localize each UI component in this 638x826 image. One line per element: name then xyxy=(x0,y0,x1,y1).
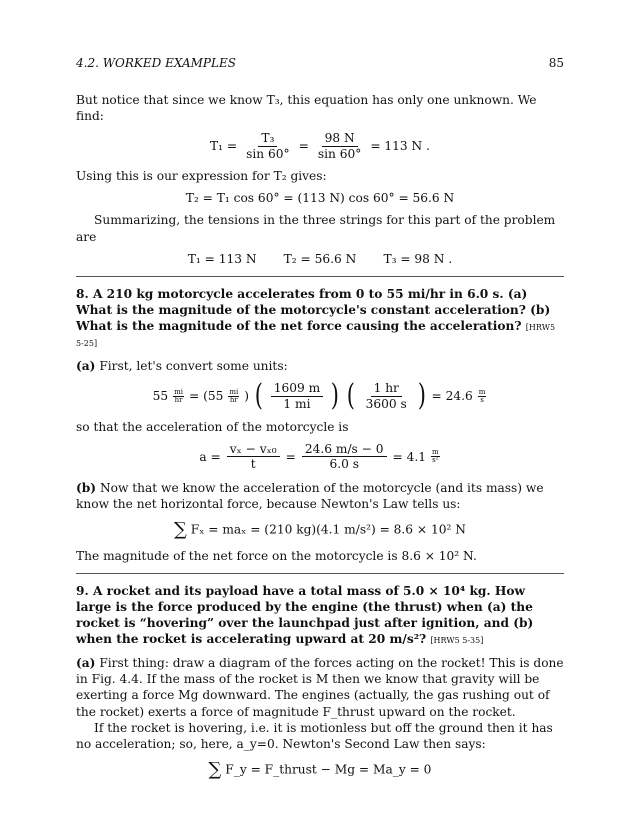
part-a xyxy=(76,358,564,374)
fraction xyxy=(243,131,292,161)
unit-num: mi xyxy=(174,387,184,396)
textbook-page xyxy=(76,56,564,788)
unit-fraction xyxy=(173,389,184,405)
unit-fraction xyxy=(478,389,487,405)
tension-t1: T₁ = 113 N xyxy=(187,251,257,266)
fraction xyxy=(271,381,323,411)
numerator: T₃ xyxy=(258,131,277,147)
denominator: sin 60° xyxy=(246,146,290,161)
denominator: 3600 s xyxy=(365,396,407,411)
problem-8-statement xyxy=(76,286,564,350)
left-paren: ( xyxy=(346,378,355,414)
running-header xyxy=(76,56,564,72)
unit-num: m xyxy=(432,447,439,456)
part-a xyxy=(76,655,564,719)
problem-reference: [HRW5 5-25] xyxy=(76,322,556,349)
tension-t2: T₂ = 56.6 N xyxy=(283,251,357,266)
unit-num: mi xyxy=(229,387,239,396)
unit-den: hr xyxy=(174,395,183,404)
equation-t2: T₂ = T₁ cos 60° = (113 N) cos 60° = 56.6 N xyxy=(185,191,455,206)
section-title: 4.2. WORKED EXAMPLES xyxy=(76,56,236,70)
problem-8-conclusion: The magnitude of the net force on the motorcycle is 8.6 × 10² N. xyxy=(76,548,477,563)
eq-lhs: T₁ = xyxy=(210,139,238,154)
section-divider xyxy=(76,573,564,574)
eq-term: 55 xyxy=(152,389,169,404)
equals-sign: = xyxy=(285,449,296,464)
numerator: 24.6 m/s − 0 xyxy=(302,442,387,458)
unit-conversion-equation xyxy=(76,378,564,414)
fraction xyxy=(315,131,364,161)
intro-line-2: Using this is our expression for T₂ gives: xyxy=(76,169,327,184)
unit-den: s² xyxy=(432,456,439,465)
part-text: First, let's convert some units: xyxy=(99,359,288,374)
unit-num: m xyxy=(478,387,486,396)
close-paren: ) xyxy=(244,389,250,404)
fraction xyxy=(302,442,387,472)
part-label: (a) xyxy=(76,656,96,671)
eq-term: = (55 xyxy=(189,389,224,404)
tension-t3: T₃ = 98 N . xyxy=(383,251,453,266)
part-text: First thing: draw a diagram of the forces acting on the rocket! This is done in Fig. 4.4. If the mass of the rocket is M then we know that gravity will be exerting a force Mg downward. The engines (actually, the gas rushing out of the rocket) exerts a force of magnitude F_thrust upward on the rocket. xyxy=(76,656,564,719)
numerator: 1609 m xyxy=(271,381,323,397)
denominator: sin 60° xyxy=(317,146,362,161)
sum-symbol: ∑ xyxy=(174,519,187,541)
problem-9-statement xyxy=(76,583,564,647)
problem-reference: [HRW5 5-35] xyxy=(430,636,484,646)
hover-paragraph: If the rocket is hovering, i.e. it is motionless but off the ground then it has no acceleration; so, here, a_y=0. Newton's Second Law then says: xyxy=(76,720,553,751)
left-paren: ( xyxy=(254,378,263,414)
newton-equation xyxy=(76,758,564,782)
numerator: 1 hr xyxy=(371,381,402,397)
fraction xyxy=(227,442,280,472)
eq-result: = 24.6 xyxy=(431,389,473,404)
equals-sign: = xyxy=(298,139,309,154)
summary-line: Summarizing, the tensions in the three strings for this part of the problem are xyxy=(76,213,556,244)
sum-symbol: ∑ xyxy=(208,758,222,780)
part-label: (b) xyxy=(76,480,97,495)
newton-expression: F_y = F_thrust − Mg = Ma_y = 0 xyxy=(225,762,432,777)
equation-tensions xyxy=(76,251,564,267)
force-equation xyxy=(76,518,564,542)
denominator: 1 mi xyxy=(283,396,311,411)
unit-fraction xyxy=(431,449,440,465)
eq-result: = 113 N . xyxy=(370,139,430,154)
right-paren: ) xyxy=(417,378,426,414)
denominator: t xyxy=(250,457,256,472)
eq-lhs: a = xyxy=(199,449,221,464)
section-divider xyxy=(76,276,564,277)
problem-text: 9. A rocket and its payload have a total mass of 5.0 × 10⁴ kg. How large is the force produced by the engine (the thrust) when (a) the rocket is “hovering” over the launchpad just after ignition, and (b) when the rocket is accelerating upward at 20 m/s²? xyxy=(76,583,534,647)
force-expression: Fₓ = maₓ = (210 kg)(4.1 m/s²) = 8.6 × 10² N xyxy=(190,522,466,537)
equation-t1 xyxy=(76,131,564,161)
part-b xyxy=(76,480,564,512)
problem-text: 8. A 210 kg motorcycle accelerates from 0 to 55 mi/hr in 6.0 s. (a) What is the magnitude of the motorcycle's constant acceleration? (b) What is the magnitude of the net force causing the acceleration? xyxy=(76,286,551,333)
acceleration-equation xyxy=(76,442,564,472)
part-label: (a) xyxy=(76,359,96,374)
numerator: 98 N xyxy=(322,131,358,147)
page-number: 85 xyxy=(548,56,564,70)
denominator: 6.0 s xyxy=(329,457,359,472)
numerator: vₓ − vₓ₀ xyxy=(227,442,280,458)
unit-den: s xyxy=(480,395,484,404)
eq-result: = 4.1 xyxy=(392,449,426,464)
accel-intro: so that the acceleration of the motorcycle is xyxy=(76,419,349,434)
unit-fraction xyxy=(228,389,239,405)
part-text: Now that we know the acceleration of the motorcycle (and its mass) we know the net horizontal force, because Newton's Law tells us: xyxy=(76,480,544,511)
unit-den: hr xyxy=(229,395,238,404)
right-paren: ) xyxy=(330,378,340,414)
intro-line: But notice that since we know T₃, this equation has only one unknown. We find: xyxy=(76,92,537,123)
fraction xyxy=(363,381,410,411)
